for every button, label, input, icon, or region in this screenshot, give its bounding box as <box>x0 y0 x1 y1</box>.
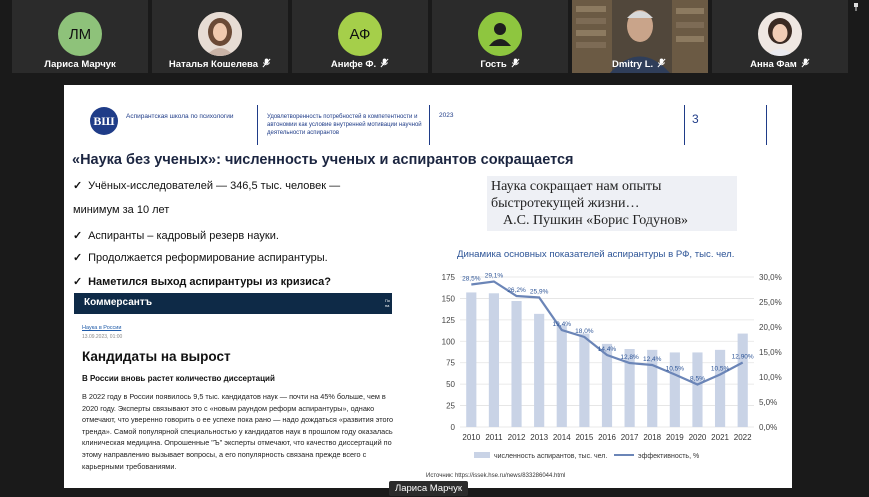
left-tick-label: 25 <box>446 401 455 411</box>
data-label: 18,0% <box>575 328 594 335</box>
left-tick-label: 150 <box>441 294 455 304</box>
header-divider <box>429 105 430 145</box>
article-body: В 2022 году в России появилось 9,5 тыс. кандидатов наук — почти на 45% больше, чем в 2020 году. Эксперты связывают это с «новым раундом реформ аспирантуры», однако отмечают, что уверенно говорить о ее успехе пока рано — надо дождаться «развития этого тренда». Самой популярной специальностью у кандидатов наук в прошлом году оказалась клиническая медицина. Опрошенные "Ъ" эксперты отмечают, что качество диссертаций по этому направлению вызывает вопросы, а его популярность связана прежде всего с карьерными требованиями. <box>82 392 394 471</box>
data-label: 8,5% <box>690 375 705 383</box>
avatar <box>198 12 242 56</box>
participant-name <box>152 58 288 70</box>
bar <box>466 292 476 427</box>
participant-tile[interactable] <box>432 0 568 73</box>
check-icon: ✓ <box>73 180 83 192</box>
legend-swatch-bars <box>474 452 490 458</box>
participant-name-text: Гость <box>480 59 507 70</box>
header-divider <box>766 105 767 145</box>
x-tick-label: 2017 <box>620 433 639 442</box>
right-tick-label: 25,0% <box>759 298 782 307</box>
article-headline: Кандидаты на вырост <box>82 349 231 364</box>
x-tick-label: 2016 <box>598 433 616 442</box>
right-tick-label: 5,0% <box>759 398 778 407</box>
x-tick-label: 2010 <box>462 433 481 442</box>
data-label: 29,1% <box>484 272 504 280</box>
participant-name-text: Анна Фам <box>750 59 797 70</box>
pin-icon[interactable] <box>853 3 859 11</box>
article-subheadline: В России вновь растет количество диссертаций <box>82 374 275 383</box>
check-icon: ✓ <box>73 230 83 242</box>
data-label: 14,4% <box>597 346 617 353</box>
data-label: 12,4% <box>643 356 662 363</box>
bar <box>738 334 748 427</box>
data-label: 12,8% <box>620 354 639 361</box>
participant-name: Лариса Марчук <box>44 59 116 70</box>
participant-name <box>712 58 848 70</box>
right-tick-label: 10,0% <box>759 373 782 382</box>
article-date: 13.09.2023, 01:00 <box>82 334 123 340</box>
left-tick-label: 175 <box>441 273 455 282</box>
left-tick-label: 125 <box>441 315 455 325</box>
x-tick-label: 2012 <box>507 433 526 442</box>
bar <box>534 314 544 427</box>
right-tick-label: 30,0% <box>759 273 782 282</box>
participant-name <box>432 58 568 70</box>
participant-name-text: Наталья Кошелева <box>168 59 259 70</box>
participant-tile[interactable] <box>292 0 428 73</box>
header-divider <box>257 105 258 145</box>
bar <box>511 301 521 427</box>
quote-line: быстротекущей жизни… <box>491 196 640 211</box>
avatar: АФ <box>338 12 382 56</box>
left-tick-label: 75 <box>446 358 455 368</box>
mic-muted-icon <box>801 58 810 68</box>
article-category: Наука в России <box>82 325 122 331</box>
participant-tile[interactable] <box>12 0 148 73</box>
pushkin-quote <box>487 176 737 231</box>
legend-label: численность аспирантов, тыс. чел. <box>494 453 608 460</box>
data-label: 10,5% <box>665 365 685 373</box>
participant-name-text: Dmitry L. <box>612 59 654 70</box>
header-divider <box>684 105 685 145</box>
participant-tile[interactable] <box>152 0 288 73</box>
year: 2023 <box>439 112 454 119</box>
shared-screen-slide <box>64 85 792 488</box>
right-tick-label: 20,0% <box>759 323 782 332</box>
bullet-text: минимум за 10 лет <box>73 204 170 216</box>
newspaper-brand: Коммерсантъ <box>84 297 153 308</box>
x-tick-label: 2022 <box>733 433 752 442</box>
left-tick-label: 50 <box>446 380 455 390</box>
x-tick-label: 2021 <box>711 433 729 442</box>
participant-tile-video[interactable] <box>572 0 708 73</box>
x-tick-label: 2020 <box>688 433 707 442</box>
participant-name-text: Анифе Ф. <box>330 59 377 70</box>
left-tick-label: 0 <box>450 423 455 432</box>
slide-number: 3 <box>692 112 699 126</box>
mic-muted-icon <box>511 58 520 68</box>
data-label: 19,4% <box>552 321 571 328</box>
bar <box>715 350 725 427</box>
bullet-text: Учёных-исследователей — 346,5 тыс. человек — <box>88 180 341 192</box>
bullet-text: Продолжается реформирование аспирантуры. <box>88 252 328 264</box>
mic-muted-icon <box>657 58 666 68</box>
x-tick-label: 2015 <box>575 433 594 442</box>
presenter-label: Лариса Марчук <box>389 481 468 496</box>
participant-tile[interactable] <box>712 0 848 73</box>
avatar <box>758 12 802 56</box>
bar <box>489 293 499 427</box>
bullet-item <box>73 275 331 288</box>
right-tick-label: 0,0% <box>759 423 778 432</box>
chart-title: Динамика основных показателей аспирантуры в РФ, тыс. чел. <box>457 249 735 260</box>
bullet-text: Наметился выход аспирантуры из кризиса? <box>88 276 331 288</box>
mic-muted-icon <box>262 58 271 68</box>
bullet-item <box>73 251 328 264</box>
avatar: ЛМ <box>58 12 102 56</box>
data-label: 10,5% <box>710 365 730 373</box>
x-tick-label: 2019 <box>665 433 684 442</box>
quote-attribution: А.С. Пушкин «Борис Годунов» <box>503 213 689 228</box>
hse-logo-icon: ВШ <box>90 107 118 135</box>
participant-name <box>292 58 428 70</box>
check-icon: ✓ <box>73 252 83 264</box>
check-icon: ✓ <box>73 276 83 288</box>
guest-avatar-icon <box>478 12 522 56</box>
bullet-item <box>73 229 279 242</box>
bullet-text: Аспиранты – кадровый резерв науки. <box>88 230 279 242</box>
talk-topic: Удовлетворенность потребностей в компетентности и автономии как условие внутренней мотивации научной деятельности аспирантов <box>267 114 422 136</box>
slide-title: «Наука без ученых»: численность ученых и аспирантов сокращается <box>72 152 574 168</box>
kommersant-banner <box>74 293 392 314</box>
mic-muted-icon <box>380 58 389 68</box>
participant-name <box>612 58 666 70</box>
bullet-item <box>73 179 340 192</box>
source-note: Источник: https://issek.hse.ru/news/833286044.html <box>426 473 566 479</box>
x-tick-label: 2011 <box>485 433 503 442</box>
graduate-students-chart <box>424 257 792 467</box>
data-label: 28,5% <box>462 275 481 283</box>
bullet-item <box>73 204 169 216</box>
participant-strip <box>0 0 869 74</box>
quote-line: Наука сокращает нам опыты <box>491 179 662 194</box>
legend-label: эффективность, % <box>638 453 700 460</box>
bar <box>670 352 680 427</box>
bar <box>579 334 589 427</box>
data-label: 25,9% <box>529 288 549 296</box>
right-tick-label: 15,0% <box>759 348 782 357</box>
school-name: Аспирантская школа по психологии <box>126 113 234 120</box>
x-tick-label: 2013 <box>530 433 549 442</box>
data-label: 12,90% <box>731 353 754 361</box>
bar <box>557 325 567 427</box>
x-tick-label: 2014 <box>552 433 571 442</box>
x-tick-label: 2018 <box>643 433 662 442</box>
banner-small-text <box>385 298 390 308</box>
banner-small-line: По <box>384 298 390 303</box>
banner-small-line: на <box>384 303 390 308</box>
bar <box>692 352 702 427</box>
left-tick-label: 100 <box>441 337 455 347</box>
data-label: 26,2% <box>507 287 526 294</box>
